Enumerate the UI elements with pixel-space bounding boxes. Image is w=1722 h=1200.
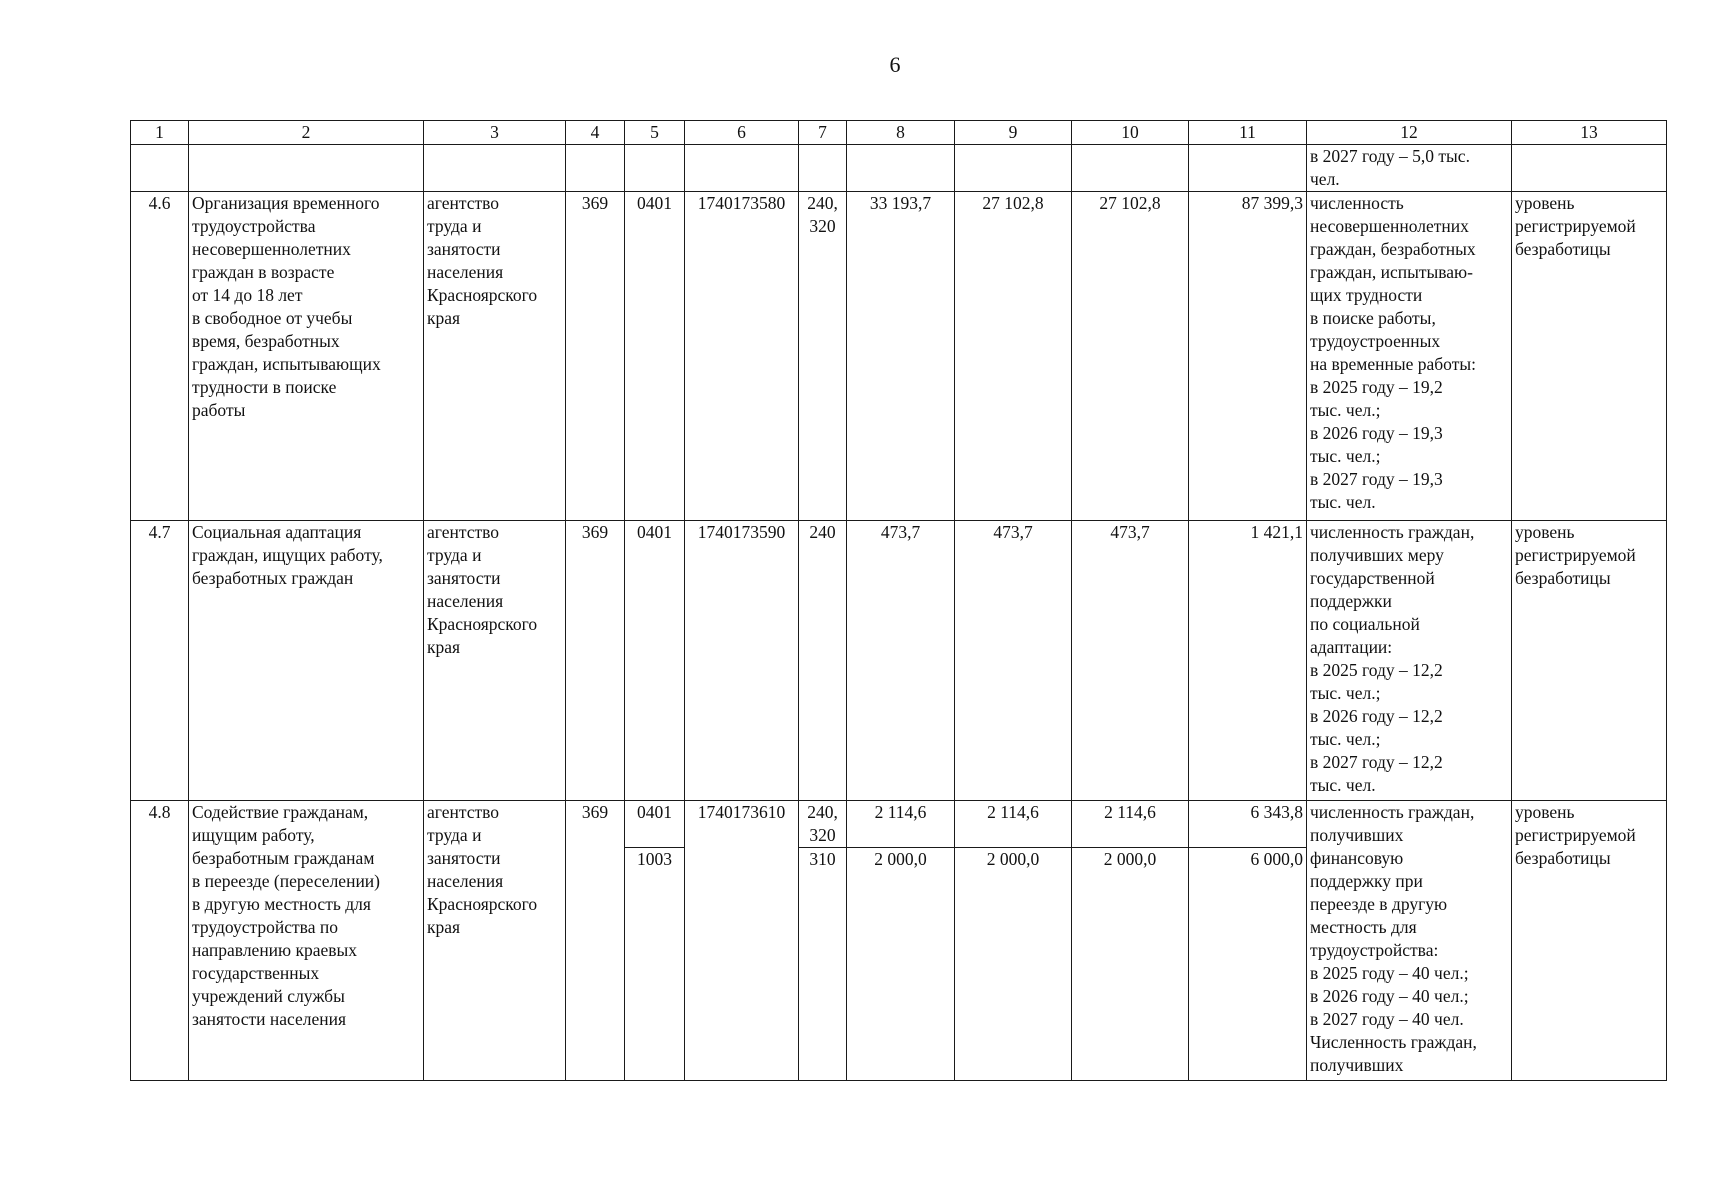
row-number: 4.6 — [131, 192, 189, 521]
amount-2025: 33 193,7 — [847, 192, 955, 521]
target-indicator: уровень регистрируемой безработицы — [1512, 192, 1667, 521]
indicator-cell: в 2027 году – 5,0 тыс. чел. — [1307, 145, 1512, 192]
csr-code: 1740173590 — [685, 521, 799, 801]
rzpr-code: 0401 — [625, 192, 685, 521]
header-cell-4: 4 — [566, 121, 625, 145]
continuation-row — [131, 145, 1667, 192]
program-activities-table — [130, 120, 1667, 1081]
target-indicator: уровень регистрируемой безработицы — [1512, 521, 1667, 801]
csr-code: 1740173610 — [685, 801, 799, 1081]
vr-code: 240 — [799, 521, 847, 801]
amount-2025: 473,7 — [847, 521, 955, 801]
activity-name: Содействие гражданам, ищущим работу, безработным гражданам в переезде (переселении) в другую местность для трудоустройства по направлению краевых государственных учреждений службы занятости населения — [189, 801, 424, 1081]
executor: агентство труда и занятости населения Красноярского края — [424, 801, 566, 1081]
vr-code: 240, 320 — [799, 192, 847, 521]
grbs-code: 369 — [566, 192, 625, 521]
amount-2026: 473,7 — [955, 521, 1072, 801]
activity-name: Организация временного трудоустройства несовершеннолетних граждан в возрасте от 14 до 18 лет в свободное от учебы время, безработных граждан, испытывающих трудности в поиске работы — [189, 192, 424, 521]
rzpr-code: 0401 — [625, 801, 685, 848]
header-cell-7: 7 — [799, 121, 847, 145]
indicator-cell: численность граждан, получивших финансовую поддержку при переезде в другую местность для трудоустройства: в 2025 году – 40 чел.; в 2026 году – 40 чел.; в 2027 году – 40 чел. Численность граждан, получивших — [1307, 801, 1512, 1081]
amount-2025: 2 000,0 — [847, 848, 955, 1081]
amount-2027: 2 000,0 — [1072, 848, 1189, 1081]
column-number-row — [131, 121, 1667, 145]
amount-2027: 2 114,6 — [1072, 801, 1189, 848]
header-cell-12: 12 — [1307, 121, 1512, 145]
header-cell-10: 10 — [1072, 121, 1189, 145]
indicator-cell: численность граждан, получивших меру государственной поддержки по социальной адаптации: в 2025 году – 12,2 тыс. чел.; в 2026 году – 12,2 тыс. чел.; в 2027 году – 12,2 тыс. чел. — [1307, 521, 1512, 801]
row-number: 4.7 — [131, 521, 189, 801]
table-row — [131, 521, 1667, 801]
table-row — [131, 801, 1667, 848]
vr-code: 240, 320 — [799, 801, 847, 848]
row-number: 4.8 — [131, 801, 189, 1081]
amount-total: 87 399,3 — [1189, 192, 1307, 521]
header-cell-5: 5 — [625, 121, 685, 145]
vr-code: 310 — [799, 848, 847, 1081]
executor: агентство труда и занятости населения Красноярского края — [424, 192, 566, 521]
header-cell-8: 8 — [847, 121, 955, 145]
amount-2026: 27 102,8 — [955, 192, 1072, 521]
amount-2027: 27 102,8 — [1072, 192, 1189, 521]
amount-2025: 2 114,6 — [847, 801, 955, 848]
grbs-code: 369 — [566, 521, 625, 801]
amount-2026: 2 114,6 — [955, 801, 1072, 848]
header-cell-9: 9 — [955, 121, 1072, 145]
table-row — [131, 192, 1667, 521]
grbs-code: 369 — [566, 801, 625, 1081]
header-cell-1: 1 — [131, 121, 189, 145]
activity-name: Социальная адаптация граждан, ищущих работу, безработных граждан — [189, 521, 424, 801]
header-cell-2: 2 — [189, 121, 424, 145]
amount-2026: 2 000,0 — [955, 848, 1072, 1081]
amount-total: 6 343,8 — [1189, 801, 1307, 848]
header-cell-13: 13 — [1512, 121, 1667, 145]
amount-total: 6 000,0 — [1189, 848, 1307, 1081]
amount-total: 1 421,1 — [1189, 521, 1307, 801]
header-cell-3: 3 — [424, 121, 566, 145]
rzpr-code: 0401 — [625, 521, 685, 801]
csr-code: 1740173580 — [685, 192, 799, 521]
rzpr-code: 1003 — [625, 848, 685, 1081]
header-cell-6: 6 — [685, 121, 799, 145]
target-indicator: уровень регистрируемой безработицы — [1512, 801, 1667, 1081]
header-cell-11: 11 — [1189, 121, 1307, 145]
amount-2027: 473,7 — [1072, 521, 1189, 801]
indicator-cell: численность несовершеннолетних граждан, безработных граждан, испытываю- щих трудности в поиске работы, трудоустроенных на временные работы: в 2025 году – 19,2 тыс. чел.; в 2026 году – 19,3 тыс. чел.; в 2027 году – 19,3 тыс. чел. — [1307, 192, 1512, 521]
executor: агентство труда и занятости населения Красноярского края — [424, 521, 566, 801]
page-number: 6 — [889, 52, 901, 77]
